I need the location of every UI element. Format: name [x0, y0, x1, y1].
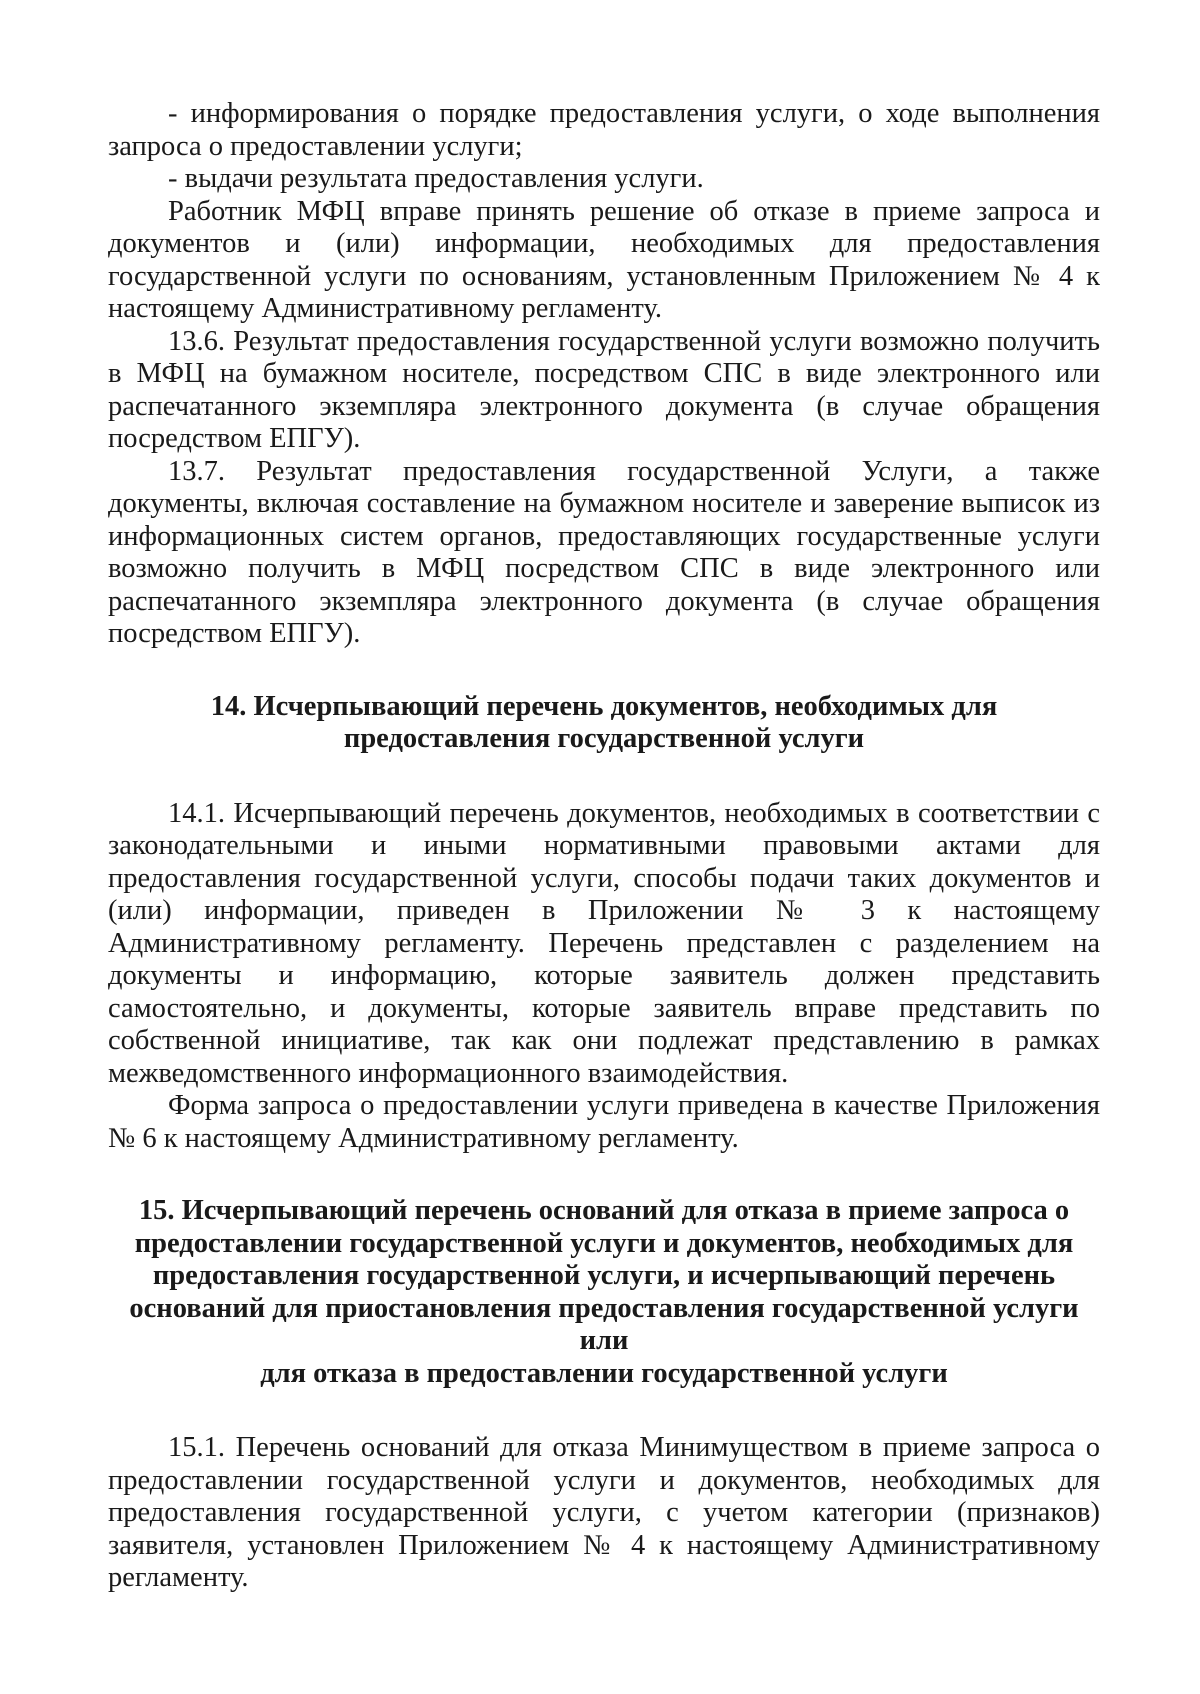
- paragraph-13-7: 13.7. Результат предоставления государственной Услуги, а также документы, включая составление на бумажном носителе и заверение выписок из информационных систем органов, предоставляющих государственные услуги возможно получить в МФЦ посредством СПС в виде электронного или распечатанного экземпляра электронного документа (в случае обращения посредством ЕПГУ).: [108, 455, 1100, 649]
- section-15-heading-line: предоставления государственной услуги, и исчерпывающий перечень: [152, 1260, 1056, 1291]
- paragraph-informing: - информирования о порядке предоставления услуги, о ходе выполнения запроса о предоставлении услуги;: [108, 98, 1100, 162]
- section-15-heading-line: оснований для приостановления предоставления государственной услуги или: [129, 1292, 1079, 1356]
- paragraph-request-form: Форма запроса о предоставлении услуги приведена в качестве Приложения № 6 к настоящему Административному регламенту.: [108, 1090, 1100, 1154]
- section-15-heading-line: 15. Исчерпывающий перечень оснований для отказа в приеме запроса о: [138, 1195, 1070, 1226]
- section-14-heading: [108, 691, 1100, 756]
- paragraph-14-1: 14.1. Исчерпывающий перечень документов, необходимых в соответствии с законодательными и иными нормативными правовыми актами для предоставления государственной услуги, способы подачи таких документов и (или) информации, приведен в Приложении № 3 к настоящему Административному регламенту. Перечень представлен с разделением на документы и информацию, которые заявитель должен представить самостоятельно, и документы, которые заявитель вправе представить по собственной инициативе, так как они подлежат представлению в рамках межведомственного информационного взаимодействия.: [108, 797, 1100, 1089]
- section-15-heading-line: для отказа в предоставлении государственной услуги: [260, 1357, 948, 1389]
- section-15-heading: [108, 1195, 1100, 1390]
- paragraph-13-6: 13.6. Результат предоставления государственной услуги возможно получить в МФЦ на бумажном носителе, посредством СПС в виде электронного или распечатанного экземпляра электронного документа (в случае обращения посредством ЕПГУ).: [108, 325, 1100, 454]
- paragraph-15-1: 15.1. Перечень оснований для отказа Минимуществом в приеме запроса о предоставлении государственной услуги и документов, необходимых для предоставления государственной услуги, с учетом категории (признаков) заявителя, установлен Приложением № 4 к настоящему Административному регламенту.: [108, 1432, 1100, 1593]
- section-14-heading-line: 14. Исчерпывающий перечень документов, необходимых для: [210, 690, 998, 722]
- section-14-heading-line: предоставления государственной услуги: [343, 723, 865, 754]
- paragraph-mfc-refusal: Работник МФЦ вправе принять решение об отказе в приеме запроса и документов и (или) информации, необходимых для предоставления государственной услуги по основаниям, установленным Приложением № 4 к настоящему Административному регламенту.: [108, 195, 1100, 324]
- paragraph-issuing-result: - выдачи результата предоставления услуги.: [168, 163, 704, 194]
- section-15-heading-line: предоставлении государственной услуги и документов, необходимых для: [134, 1227, 1074, 1259]
